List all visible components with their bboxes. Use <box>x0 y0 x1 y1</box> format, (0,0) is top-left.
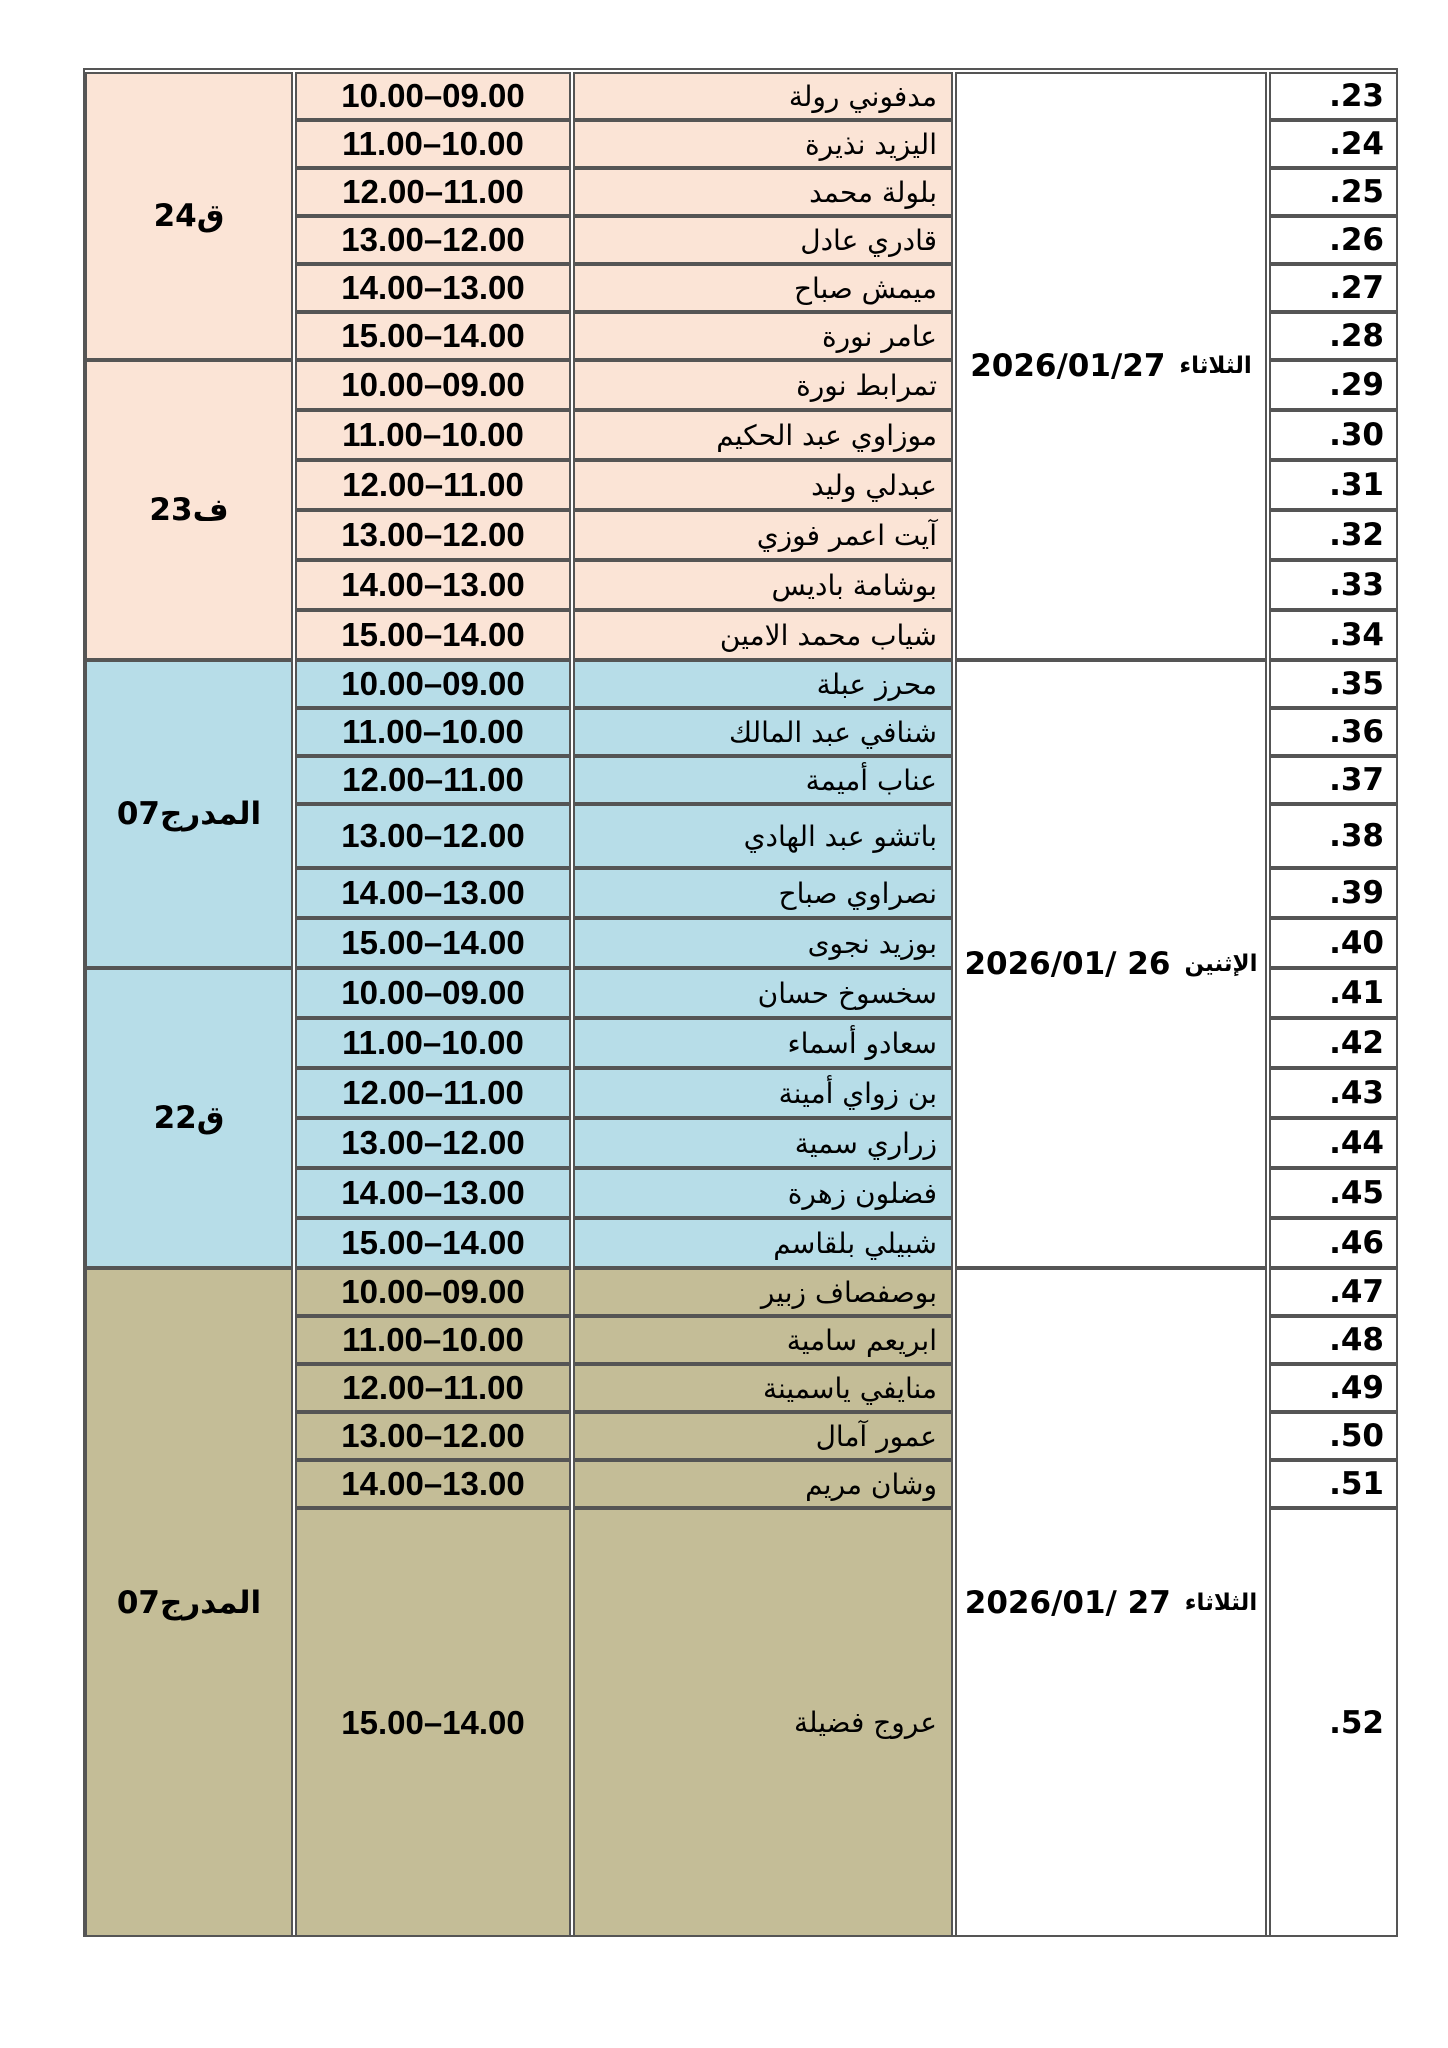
row-number: .25 <box>1269 168 1398 216</box>
student-name: تمرابط نورة <box>573 360 953 410</box>
time-slot: 15.00–14.00 <box>295 1218 571 1268</box>
row-number: .50 <box>1269 1412 1398 1460</box>
student-name: عمور آمال <box>573 1412 953 1460</box>
time-slot: 15.00–14.00 <box>295 610 571 660</box>
time-slot: 14.00–13.00 <box>295 1460 571 1508</box>
room-label: ق22 <box>85 968 293 1268</box>
time-slot: 12.00–11.00 <box>295 1068 571 1118</box>
student-name: منايفي ياسمينة <box>573 1364 953 1412</box>
student-name: فضلون زهرة <box>573 1168 953 1218</box>
student-name: بوشامة باديس <box>573 560 953 610</box>
row-number: .48 <box>1269 1316 1398 1364</box>
student-name: بن زواي أمينة <box>573 1068 953 1118</box>
row-number: .32 <box>1269 510 1398 560</box>
student-name: عبدلي وليد <box>573 460 953 510</box>
time-slot: 15.00–14.00 <box>295 1508 571 1937</box>
row-number: .38 <box>1269 804 1398 868</box>
student-name: ابريعم سامية <box>573 1316 953 1364</box>
student-name: بلولة محمد <box>573 168 953 216</box>
row-number: .31 <box>1269 460 1398 510</box>
time-slot: 15.00–14.00 <box>295 918 571 968</box>
room-column <box>85 70 293 1935</box>
time-slot: 11.00–10.00 <box>295 708 571 756</box>
student-name: زراري سمية <box>573 1118 953 1168</box>
student-name: قادري عادل <box>573 216 953 264</box>
date-column <box>955 70 1267 1935</box>
time-slot: 12.00–11.00 <box>295 1364 571 1412</box>
number-column <box>1269 70 1398 1935</box>
exam-date-cell <box>955 1268 1267 1937</box>
row-number: .46 <box>1269 1218 1398 1268</box>
row-number: .28 <box>1269 312 1398 360</box>
time-slot: 12.00–11.00 <box>295 756 571 804</box>
time-slot: 13.00–12.00 <box>295 1412 571 1460</box>
room-label: المدرج07 <box>85 1268 293 1937</box>
row-number: .41 <box>1269 968 1398 1018</box>
time-slot: 13.00–12.00 <box>295 216 571 264</box>
time-slot: 11.00–10.00 <box>295 1018 571 1068</box>
student-name: اليزيد نذيرة <box>573 120 953 168</box>
student-name: نصراوي صباح <box>573 868 953 918</box>
time-slot: 10.00–09.00 <box>295 660 571 708</box>
student-name: سخسوخ حسان <box>573 968 953 1018</box>
time-slot: 11.00–10.00 <box>295 120 571 168</box>
time-slot: 13.00–12.00 <box>295 510 571 560</box>
row-number: .37 <box>1269 756 1398 804</box>
time-slot: 11.00–10.00 <box>295 410 571 460</box>
time-slot: 10.00–09.00 <box>295 360 571 410</box>
row-number: .24 <box>1269 120 1398 168</box>
row-number: .27 <box>1269 264 1398 312</box>
time-slot: 11.00–10.00 <box>295 1316 571 1364</box>
row-number: .26 <box>1269 216 1398 264</box>
exam-date: 2026/01/ 27 <box>964 1584 1171 1621</box>
student-name: شبيلي بلقاسم <box>573 1218 953 1268</box>
time-slot: 10.00–09.00 <box>295 72 571 120</box>
day-name: الثلاثاء <box>1184 1589 1258 1616</box>
room-label: ف23 <box>85 360 293 660</box>
student-name: باتشو عبد الهادي <box>573 804 953 868</box>
row-number: .35 <box>1269 660 1398 708</box>
row-number: .40 <box>1269 918 1398 968</box>
student-name: موزاوي عبد الحكيم <box>573 410 953 460</box>
student-name: سعادو أسماء <box>573 1018 953 1068</box>
room-label: ق24 <box>85 72 293 360</box>
row-number: .47 <box>1269 1268 1398 1316</box>
row-number: .34 <box>1269 610 1398 660</box>
row-number: .43 <box>1269 1068 1398 1118</box>
row-number: .45 <box>1269 1168 1398 1218</box>
room-label: المدرج07 <box>85 660 293 968</box>
student-name: وشان مريم <box>573 1460 953 1508</box>
time-slot: 15.00–14.00 <box>295 312 571 360</box>
time-slot: 14.00–13.00 <box>295 868 571 918</box>
exam-date: 2026/01/ 26 <box>964 946 1171 982</box>
student-name: عناب أميمة <box>573 756 953 804</box>
exam-date-cell <box>955 660 1267 1268</box>
time-slot: 14.00–13.00 <box>295 264 571 312</box>
exam-date-cell <box>955 72 1267 660</box>
row-number: .29 <box>1269 360 1398 410</box>
time-slot: 10.00–09.00 <box>295 968 571 1018</box>
time-slot: 13.00–12.00 <box>295 1118 571 1168</box>
row-number: .42 <box>1269 1018 1398 1068</box>
time-slot: 12.00–11.00 <box>295 460 571 510</box>
student-name: آيت اعمر فوزي <box>573 510 953 560</box>
schedule-table <box>83 68 1398 1937</box>
student-name: بوصفصاف زبير <box>573 1268 953 1316</box>
time-slot: 13.00–12.00 <box>295 804 571 868</box>
time-slot: 12.00–11.00 <box>295 168 571 216</box>
time-column <box>295 70 571 1935</box>
time-slot: 14.00–13.00 <box>295 1168 571 1218</box>
student-name: عامر نورة <box>573 312 953 360</box>
row-number: .23 <box>1269 72 1398 120</box>
row-number: .44 <box>1269 1118 1398 1168</box>
row-number: .52 <box>1269 1508 1398 1937</box>
day-name: الثلاثاء <box>1179 353 1252 379</box>
day-name: الإثنين <box>1184 951 1258 977</box>
row-number: .51 <box>1269 1460 1398 1508</box>
exam-date: 2026/01/27 <box>970 348 1166 384</box>
row-number: .30 <box>1269 410 1398 460</box>
student-name: مدفوني رولة <box>573 72 953 120</box>
student-name: عروج فضيلة <box>573 1508 953 1937</box>
student-name: شنافي عبد المالك <box>573 708 953 756</box>
row-number: .36 <box>1269 708 1398 756</box>
row-number: .33 <box>1269 560 1398 610</box>
time-slot: 10.00–09.00 <box>295 1268 571 1316</box>
time-slot: 14.00–13.00 <box>295 560 571 610</box>
row-number: .39 <box>1269 868 1398 918</box>
row-number: .49 <box>1269 1364 1398 1412</box>
student-name: محرز عبلة <box>573 660 953 708</box>
name-column <box>573 70 953 1935</box>
student-name: ميمش صباح <box>573 264 953 312</box>
student-name: شياب محمد الامين <box>573 610 953 660</box>
student-name: بوزيد نجوى <box>573 918 953 968</box>
